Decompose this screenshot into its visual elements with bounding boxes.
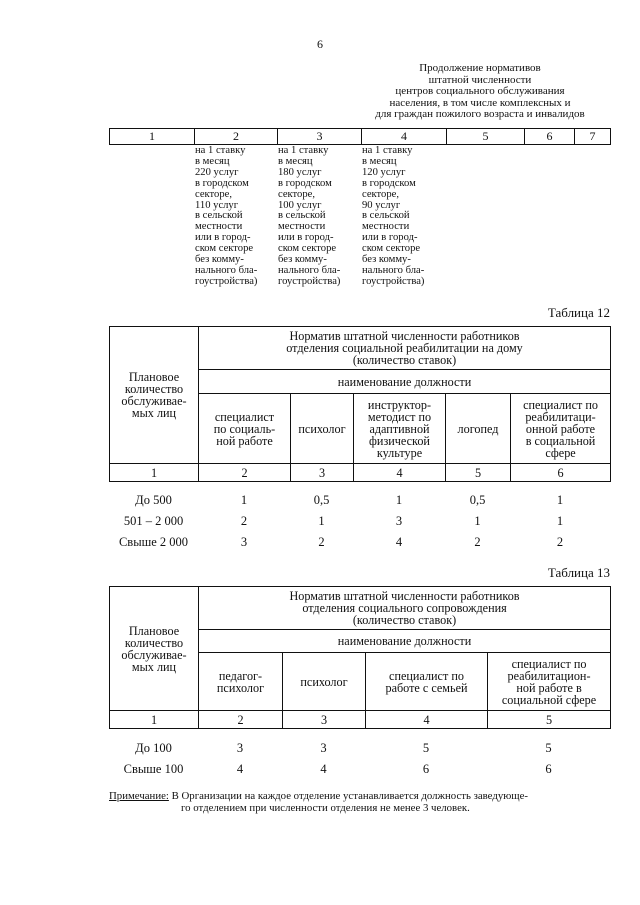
column-number: 1 xyxy=(110,464,199,482)
column-number: 5 xyxy=(447,129,525,145)
heading-line: Продолжение нормативов xyxy=(419,62,541,74)
continuation-table-header xyxy=(109,128,611,145)
heading-line: штатной численности xyxy=(428,73,532,86)
column-header: психолог xyxy=(283,653,366,711)
page-number: 6 xyxy=(317,37,323,51)
heading-line: населения, в том числе комплексных и xyxy=(389,96,571,109)
table-row: Свыше 2 000 3 2 4 2 2 xyxy=(118,534,564,549)
column-header: педагог- психолог xyxy=(199,653,283,711)
table-row: До 100 3 3 5 5 xyxy=(135,740,552,755)
column-number: 6 xyxy=(511,464,611,482)
column-number: 1 xyxy=(110,711,199,729)
column-number: 4 xyxy=(366,711,488,729)
column-number: 4 xyxy=(354,464,446,482)
table-13-caption: Таблица 13 xyxy=(547,565,610,580)
column-number: 7 xyxy=(575,129,611,145)
column-number: 5 xyxy=(446,464,511,482)
column-number: 3 xyxy=(278,129,362,145)
row-header-cell: Плановое количество обслуживае- мых лиц xyxy=(110,587,199,711)
table-title: Норматив штатной численности работников отделения социальной реабилитации на дому (количество ставок) xyxy=(199,327,611,370)
column-number: 2 xyxy=(199,464,291,482)
table-13-header xyxy=(109,586,611,729)
position-subheader: наименование должности xyxy=(199,370,611,394)
note-text-continued: го отделением при численности отделения не менее 3 человек. xyxy=(181,801,470,814)
column-header: специалист по реабилитаци- онной работе в социальной сфере xyxy=(511,394,611,464)
table-12-caption: Таблица 12 xyxy=(547,305,610,320)
column-header: инструктор- методист по адаптивной физической культуре xyxy=(354,394,446,464)
column-number: 5 xyxy=(488,711,611,729)
note-text: В Организации на каждое отделение устанавливается должность заведующе- xyxy=(168,790,528,802)
column-number: 3 xyxy=(291,464,354,482)
table-row: 501 – 2 000 2 1 3 1 1 xyxy=(123,513,564,528)
carryover-col-4: на 1 ставку в месяц 120 услуг в городском секторе, 90 услуг в сельской местности или в город- ском секторе без комму- нального бла- гоустройства) xyxy=(362,145,425,287)
column-header: логопед xyxy=(446,394,511,464)
table-row: Свыше 100 4 4 6 6 xyxy=(123,761,552,776)
row-header-cell: Плановое количество обслуживае- мых лиц xyxy=(110,327,199,464)
column-number: 4 xyxy=(362,129,447,145)
column-number: 3 xyxy=(283,711,366,729)
continuation-heading xyxy=(330,63,630,121)
carryover-col-2: на 1 ставку в месяц 220 услуг в городском секторе, 110 услуг в сельской местности или в город- ском секторе без комму- нального бла- гоустройства) xyxy=(195,145,258,287)
heading-line: центров социального обслуживания xyxy=(395,85,565,97)
note-label: Примечание: xyxy=(109,790,169,802)
table-13-body xyxy=(109,737,610,779)
heading-line: для граждан пожилого возраста и инвалидов xyxy=(375,108,585,120)
table-title: Норматив штатной численности работников отделения социального сопровождения (количество ставок) xyxy=(199,587,611,630)
column-number: 2 xyxy=(195,129,278,145)
column-number: 2 xyxy=(199,711,283,729)
column-header: психолог xyxy=(291,394,354,464)
column-header: специалист по реабилитацион- ной работе в социальной сфере xyxy=(488,653,611,711)
column-header: специалист по работе с семьей xyxy=(366,653,488,711)
table-12-body xyxy=(109,489,610,552)
column-number: 6 xyxy=(525,129,575,145)
column-number: 1 xyxy=(110,129,195,145)
footnote xyxy=(109,791,619,814)
carryover-col-3: на 1 ставку в месяц 180 услуг в городском секторе, 100 услуг в сельской местности или в город- ском секторе без комму- нального бла- гоустройства) xyxy=(278,145,341,287)
column-header: специалист по социаль- ной работе xyxy=(199,394,291,464)
position-subheader: наименование должности xyxy=(199,630,611,653)
table-12-header xyxy=(109,326,611,482)
table-row: До 500 1 0,5 1 0,5 1 xyxy=(135,492,564,507)
